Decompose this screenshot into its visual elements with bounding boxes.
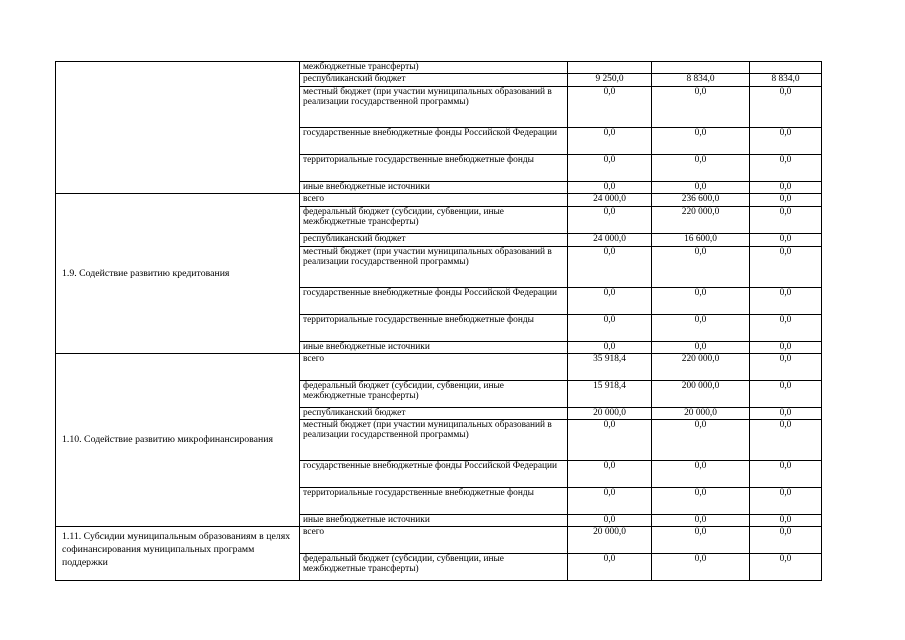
value-cell-2 — [652, 62, 750, 74]
value-cell-1: 0,0 — [568, 461, 652, 488]
source-cell: всего — [300, 194, 568, 207]
value-cell-2: 0,0 — [652, 155, 750, 182]
value-cell-3: 0,0 — [750, 128, 822, 155]
budget-table — [55, 61, 822, 581]
value-cell-2: 200 000,0 — [652, 381, 750, 408]
source-cell: территориальные государственные внебюджетные фонды — [300, 315, 568, 342]
value-cell-3: 0,0 — [750, 342, 822, 354]
value-cell-1: 0,0 — [568, 515, 652, 527]
source-cell: всего — [300, 354, 568, 381]
value-cell-1: 0,0 — [568, 128, 652, 155]
source-cell: территориальные государственные внебюджетные фонды — [300, 488, 568, 515]
source-cell: государственные внебюджетные фонды Российской Федерации — [300, 128, 568, 155]
value-cell-2: 0,0 — [652, 247, 750, 288]
value-cell-3: 0,0 — [750, 234, 822, 247]
program-cell: 1.10. Содействие развитию микрофинансирования — [56, 354, 300, 527]
source-cell: иные внебюджетные источники — [300, 515, 568, 527]
value-cell-1: 35 918,4 — [568, 354, 652, 381]
source-cell: республиканский бюджет — [300, 234, 568, 247]
value-cell-2: 0,0 — [652, 488, 750, 515]
value-cell-1: 24 000,0 — [568, 234, 652, 247]
value-cell-3 — [750, 62, 822, 74]
table-row — [56, 354, 822, 381]
value-cell-2: 0,0 — [652, 515, 750, 527]
value-cell-2: 220 000,0 — [652, 207, 750, 234]
source-cell: всего — [300, 527, 568, 554]
value-cell-3: 0,0 — [750, 194, 822, 207]
value-cell-3: 0,0 — [750, 381, 822, 408]
value-cell-2: 20 000,0 — [652, 408, 750, 420]
value-cell-3: 0,0 — [750, 247, 822, 288]
value-cell-2: 0,0 — [652, 288, 750, 315]
value-cell-1: 0,0 — [568, 155, 652, 182]
source-cell: местный бюджет (при участии муниципальных образований в реализации государственной программы) — [300, 87, 568, 128]
value-cell-3: 0,0 — [750, 420, 822, 461]
value-cell-1: 0,0 — [568, 182, 652, 194]
value-cell-2: 220 000,0 — [652, 354, 750, 381]
source-cell: федеральный бюджет (субсидии, субвенции, иные межбюджетные трансферты) — [300, 554, 568, 581]
value-cell-3: 0,0 — [750, 354, 822, 381]
value-cell-1: 0,0 — [568, 87, 652, 128]
value-cell-1: 15 918,4 — [568, 381, 652, 408]
table-row — [56, 527, 822, 554]
table-row — [56, 194, 822, 207]
source-cell: федеральный бюджет (субсидии, субвенции, иные межбюджетные трансферты) — [300, 381, 568, 408]
value-cell-1: 0,0 — [568, 288, 652, 315]
value-cell-2: 0,0 — [652, 420, 750, 461]
value-cell-2: 8 834,0 — [652, 74, 750, 87]
value-cell-3: 0,0 — [750, 488, 822, 515]
value-cell-2: 0,0 — [652, 87, 750, 128]
value-cell-1: 9 250,0 — [568, 74, 652, 87]
source-cell: республиканский бюджет — [300, 408, 568, 420]
value-cell-1: 20 000,0 — [568, 527, 652, 554]
value-cell-1: 0,0 — [568, 554, 652, 581]
value-cell-2: 236 600,0 — [652, 194, 750, 207]
value-cell-3: 0,0 — [750, 155, 822, 182]
value-cell-3: 8 834,0 — [750, 74, 822, 87]
value-cell-3: 0,0 — [750, 207, 822, 234]
value-cell-1: 0,0 — [568, 247, 652, 288]
source-cell: местный бюджет (при участии муниципальных образований в реализации государственной программы) — [300, 420, 568, 461]
value-cell-2: 0,0 — [652, 342, 750, 354]
value-cell-1: 0,0 — [568, 488, 652, 515]
value-cell-3: 0,0 — [750, 461, 822, 488]
program-cell: 1.11. Субсидии муниципальным образованиям в целях софинансирования муниципальных программ поддержки — [56, 527, 300, 581]
source-cell: местный бюджет (при участии муниципальных образований в реализации государственной программы) — [300, 247, 568, 288]
source-cell: территориальные государственные внебюджетные фонды — [300, 155, 568, 182]
value-cell-3: 0,0 — [750, 182, 822, 194]
value-cell-3: 0,0 — [750, 288, 822, 315]
value-cell-2: 0,0 — [652, 315, 750, 342]
value-cell-2: 0,0 — [652, 554, 750, 581]
source-cell: государственные внебюджетные фонды Российской Федерации — [300, 288, 568, 315]
value-cell-3: 0,0 — [750, 554, 822, 581]
value-cell-1: 0,0 — [568, 207, 652, 234]
source-cell: государственные внебюджетные фонды Российской Федерации — [300, 461, 568, 488]
source-cell: иные внебюджетные источники — [300, 182, 568, 194]
source-cell: межбюджетные трансферты) — [300, 62, 568, 74]
value-cell-1 — [568, 62, 652, 74]
value-cell-2: 0,0 — [652, 128, 750, 155]
value-cell-2: 0,0 — [652, 461, 750, 488]
value-cell-1: 0,0 — [568, 315, 652, 342]
source-cell: федеральный бюджет (субсидии, субвенции, иные межбюджетные трансферты) — [300, 207, 568, 234]
table-row — [56, 62, 822, 74]
source-cell: республиканский бюджет — [300, 74, 568, 87]
value-cell-3: 0,0 — [750, 408, 822, 420]
value-cell-1: 0,0 — [568, 420, 652, 461]
value-cell-3: 0,0 — [750, 527, 822, 554]
program-cell — [56, 62, 300, 194]
program-cell: 1.9. Содействие развитию кредитования — [56, 194, 300, 354]
value-cell-3: 0,0 — [750, 87, 822, 128]
value-cell-2: 0,0 — [652, 182, 750, 194]
value-cell-1: 24 000,0 — [568, 194, 652, 207]
value-cell-3: 0,0 — [750, 315, 822, 342]
value-cell-3: 0,0 — [750, 515, 822, 527]
value-cell-2: 0,0 — [652, 527, 750, 554]
value-cell-1: 20 000,0 — [568, 408, 652, 420]
value-cell-2: 16 600,0 — [652, 234, 750, 247]
source-cell: иные внебюджетные источники — [300, 342, 568, 354]
value-cell-1: 0,0 — [568, 342, 652, 354]
